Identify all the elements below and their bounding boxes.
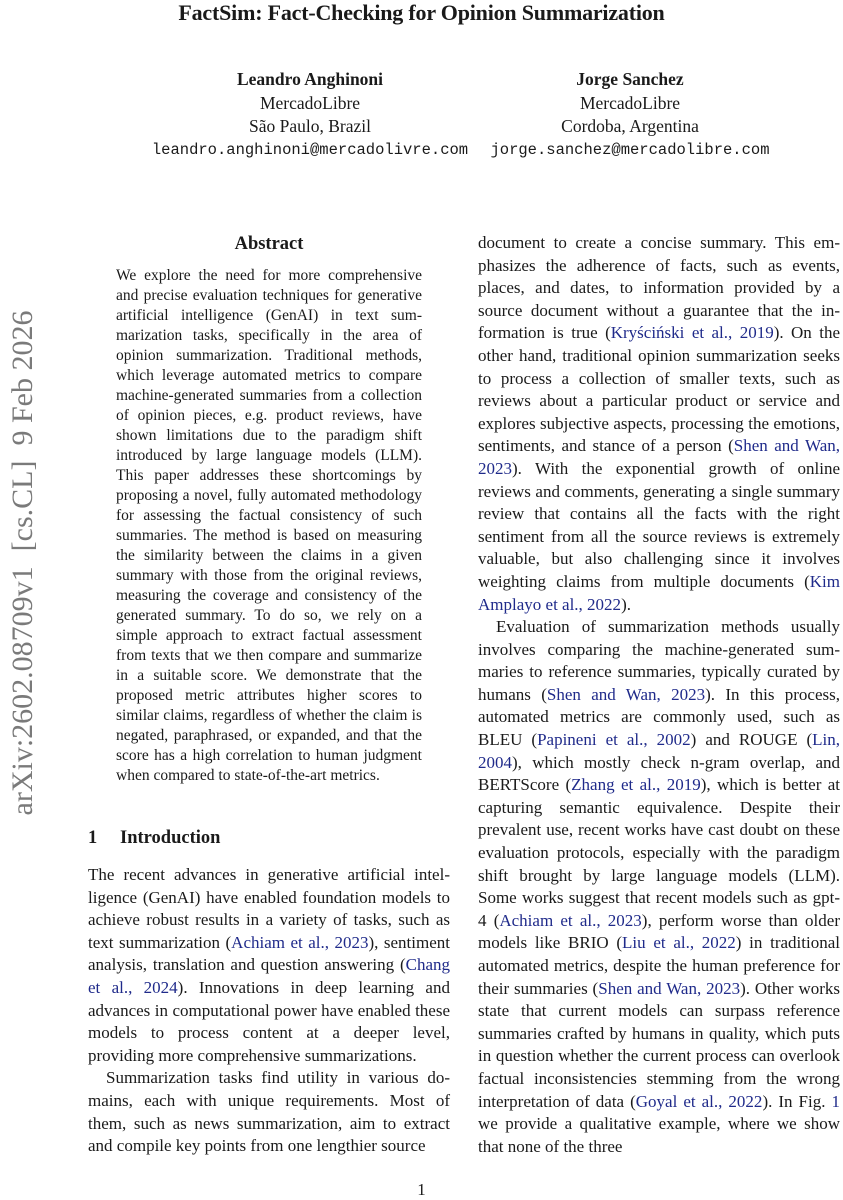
right-column-body [478,232,840,1158]
text-run: The recent advances in generative artificial intelligence (GenAI) have enabled foundation models to achieve robust results in a variety of tasks, such as text summarization ( [88,865,450,952]
citation-link[interactable]: Kryściński et al., 2019 [610,323,774,343]
author-location: São Paulo, Brazil [249,116,371,136]
figure-reference-link[interactable]: 1 [831,1091,841,1111]
citation-link[interactable]: Shen and Wan, 2023 [546,684,706,704]
paragraph-2 [88,1067,450,1157]
arxiv-identifier-label: arXiv:2602.08709v1 [cs.CL] 9 Feb 2026 [6,310,39,816]
citation-link[interactable]: Kim Amplayo et al., 2022 [478,571,840,614]
author-affiliation: MercadoLibre [259,92,361,113]
text-run: ). On the other hand, traditional opinion summarization seeks to process a collection of smaller texts, such as reviews about a particular product or service and explores subjective aspects, processing the emotions, sentiments, and stance of a person ( [478,323,840,456]
text-run: Summarization tasks find utility in various domains, each with unique requirements. Most of them, such as news summarization, aim to extract and compile key points from one lengthier source [88,1068,450,1156]
text-run: ). [621,594,631,614]
author-name: Leandro Anghinoni [236,69,384,89]
citation-link[interactable]: Chang et al., 2024 [88,955,450,997]
abstract-text: We explore the need for more comprehensive and precise evaluation techniques for generative artificial intelligence (GenAI) in text summarization tasks, specifically in the area of opinion summarization. Traditional methods, which leverage automated metrics to compare machine-generated summaries from a collection of opinion pieces, e.g. product reviews, have shown limitations due to the paradigm shift introduced by large language models (LLM). This paper addresses these shortcomings by proposing a novel, fully automated methodology for assessing the factual consistency of such summaries. The method is based on measuring the similarity between the claims in a given summary with those from the original reviews, measuring the coverage and consistency of the generated summary. To do so, we rely on a simple approach to extract factual assessment from texts that we then compare and summarize in a suitable score. We demonstrate that the proposed metric attributes higher scores to similar claims, regardless of whether the claim is negated, paraphrased, or expanded, and that the score has a high correlation to human judgment when compared to state-of-the-art metrics. [116,267,422,784]
citation-link[interactable]: Papineni et al., 2002 [537,730,691,750]
text-run: ). With the exponential growth of online reviews and comments, generating a single summary review that contains all the facts with the right sentiment from all the source reviews is extremely valuable, but also challenging since it involves weighting claims from multiple documents ( [478,458,840,591]
section-title: Introduction [120,828,221,848]
text-run: ), perform worse than older models like BRIO ( [478,910,840,953]
text-run: we provide a qualitative example, where we show that none of the three [478,1114,840,1156]
section-heading-introduction [88,826,220,850]
citation-link[interactable]: Achiam et al., 2023 [499,910,642,930]
text-run: Evaluation of summarization methods usually involves comparing the machine-generated summaries to reference summaries, typically curated by humans ( [478,617,840,704]
author-location: Cordoba, Argentina [561,116,699,136]
text-run: ). In Fig. [762,1091,832,1111]
citation-link[interactable]: Zhang et al., 2019 [571,775,701,795]
citation-link[interactable]: Goyal et al., 2022 [635,1091,763,1111]
abstract-heading: Abstract [234,234,304,254]
text-run: ), which mostly check n-gram overlap, and BERTScore ( [478,752,840,795]
citation-link[interactable]: Shen and Wan, 2023 [598,978,741,998]
text-run: ) and ROUGE ( [690,730,813,750]
citation-link[interactable]: Shen and Wan, 2023 [478,436,840,478]
citation-link[interactable]: Liu et al., 2022 [622,933,736,953]
citation-link[interactable]: Achiam et al., 2023 [231,932,369,952]
text-run: document to create a concise summary. This emphasizes the adherence of facts, such as events, places, and dates, to information provided by a source document without a guarantee that the information is true ( [478,233,840,343]
author-name: Jorge Sanchez [576,69,684,89]
paper-title: FactSim: Fact-Checking for Opinion Summarization [178,0,665,25]
citation-link[interactable]: Lin, 2004 [478,730,841,772]
text-run: ), sentiment analysis, translation and question answering ( [88,932,450,975]
paragraph-1 [88,864,450,1067]
section-number: 1 [88,828,98,848]
paragraph-3 [478,616,840,1158]
page-number: 1 [417,1180,426,1199]
author-block-1 [120,68,500,162]
author-email[interactable]: jorge.sanchez@mercadolibre.com [490,140,770,159]
author-block-2 [480,68,780,162]
author-affiliation: MercadoLibre [579,92,681,113]
text-run: ). Innovations in deep learning and advances in computational power have enabled these models to process content at a deeper level, providing more comprehensive summarizations. [88,977,450,1065]
left-column-body [88,864,450,1158]
text-run: ) in traditional automated metrics, despite the human preference for their summaries ( [478,933,840,998]
author-email[interactable]: leandro.anghinoni@mercadolivre.com [151,140,469,159]
text-run: ). Other works state that current models can surpass reference summaries crafted by humans in quality, which puts in question whether the current process can overlook factual inconsistencies stemming from the wrong interpretation of data ( [478,978,841,1111]
text-run: ), which is better at capturing semantic equivalence. Despite their prevalent use, recent works have cast doubt on these evaluation protocols, especially with the paradigm shift brought by large language models (LLM). Some works suggest that recent models such as gpt-4 ( [478,775,841,930]
paragraph-2-continued [478,232,840,616]
text-run: ). In this process, automated metrics are commonly used, such as BLEU ( [478,684,841,750]
